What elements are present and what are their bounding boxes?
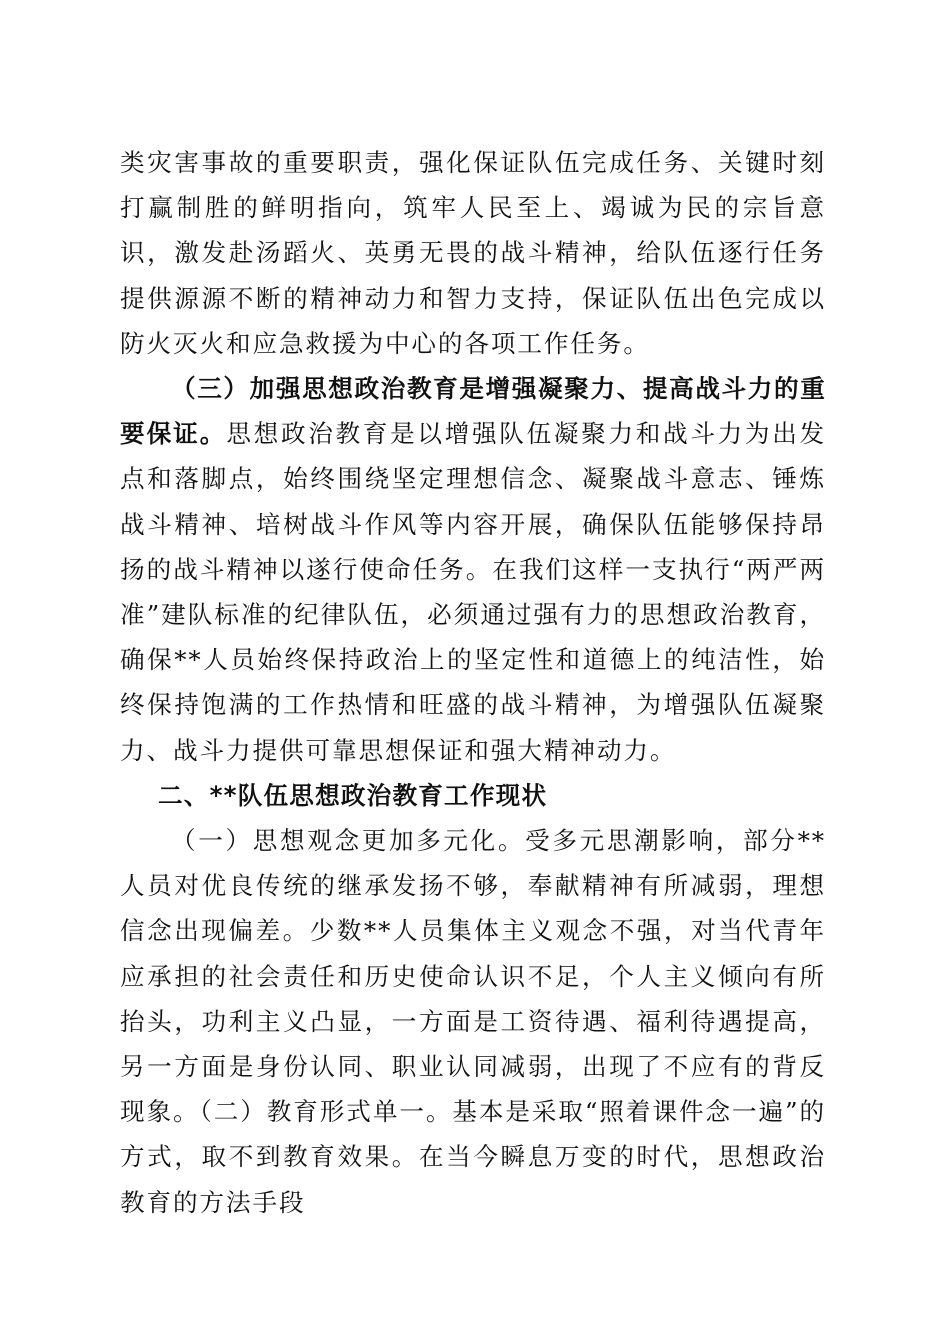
section-heading-text: 二、**队伍思想政治教育工作现状 — [158, 780, 548, 810]
paragraph-text: （一）思想观念更加多元化。受多元思潮影响，部分**人员对优良传统的继承发扬不够，奉献精神有所减弱，理想信念出现偏差。少数**人员集体主义观念不强，对当代青年应承担的社会责任和历史使命认识不足，个人主义倾向有所抬头，功利主义凸显，一方面是工资待遇、福利待遇提高，另一方面是身份认同、职业认同减弱，出现了不应有的背反现象。（二）教育形式单一。基本是采取“照着课件念一遍”的方式，取不到教育效果。在当今瞬息万变的时代，思想政治教育的方法手段 — [120, 826, 826, 1217]
document-body — [120, 140, 826, 1225]
paragraph-text: 类灾害事故的重要职责，强化保证队伍完成任务、关键时刻打赢制胜的鲜明指向，筑牢人民至上、竭诚为民的宗旨意识，激发赴汤蹈火、英勇无畏的战斗精神，给队伍逐行任务提供源源不断的精神动力和智力支持，保证队伍出色完成以防火灭火和应急救援为中心的各项工作任务。 — [120, 148, 826, 358]
paragraph-lead-heading: （三）加强思想政治教育是增强凝聚力、提高战斗力的重要保证。 — [120, 374, 826, 449]
paragraph-text: 思想政治教育是以增强队伍凝聚力和战斗力为出发点和落脚点，始终围绕坚定理想信念、凝聚战斗意志、锤炼战斗精神、培树战斗作风等内容开展，确保队伍能够保持昂扬的战斗精神以遂行使命任务。在我们这样一支执行“两严两准”建队标准的纪律队伍，必须通过强有力的思想政治教育，确保**人员始终保持政治上的坚定性和道德上的纯洁性，始终保持饱满的工作热情和旺盛的战斗精神，为增强队伍凝聚力、战斗力提供可靠思想保证和强大精神动力。 — [120, 419, 826, 765]
section-heading — [120, 773, 826, 818]
paragraph-status — [120, 818, 826, 1225]
paragraph-continued — [120, 140, 826, 366]
paragraph-section-three — [120, 366, 826, 773]
